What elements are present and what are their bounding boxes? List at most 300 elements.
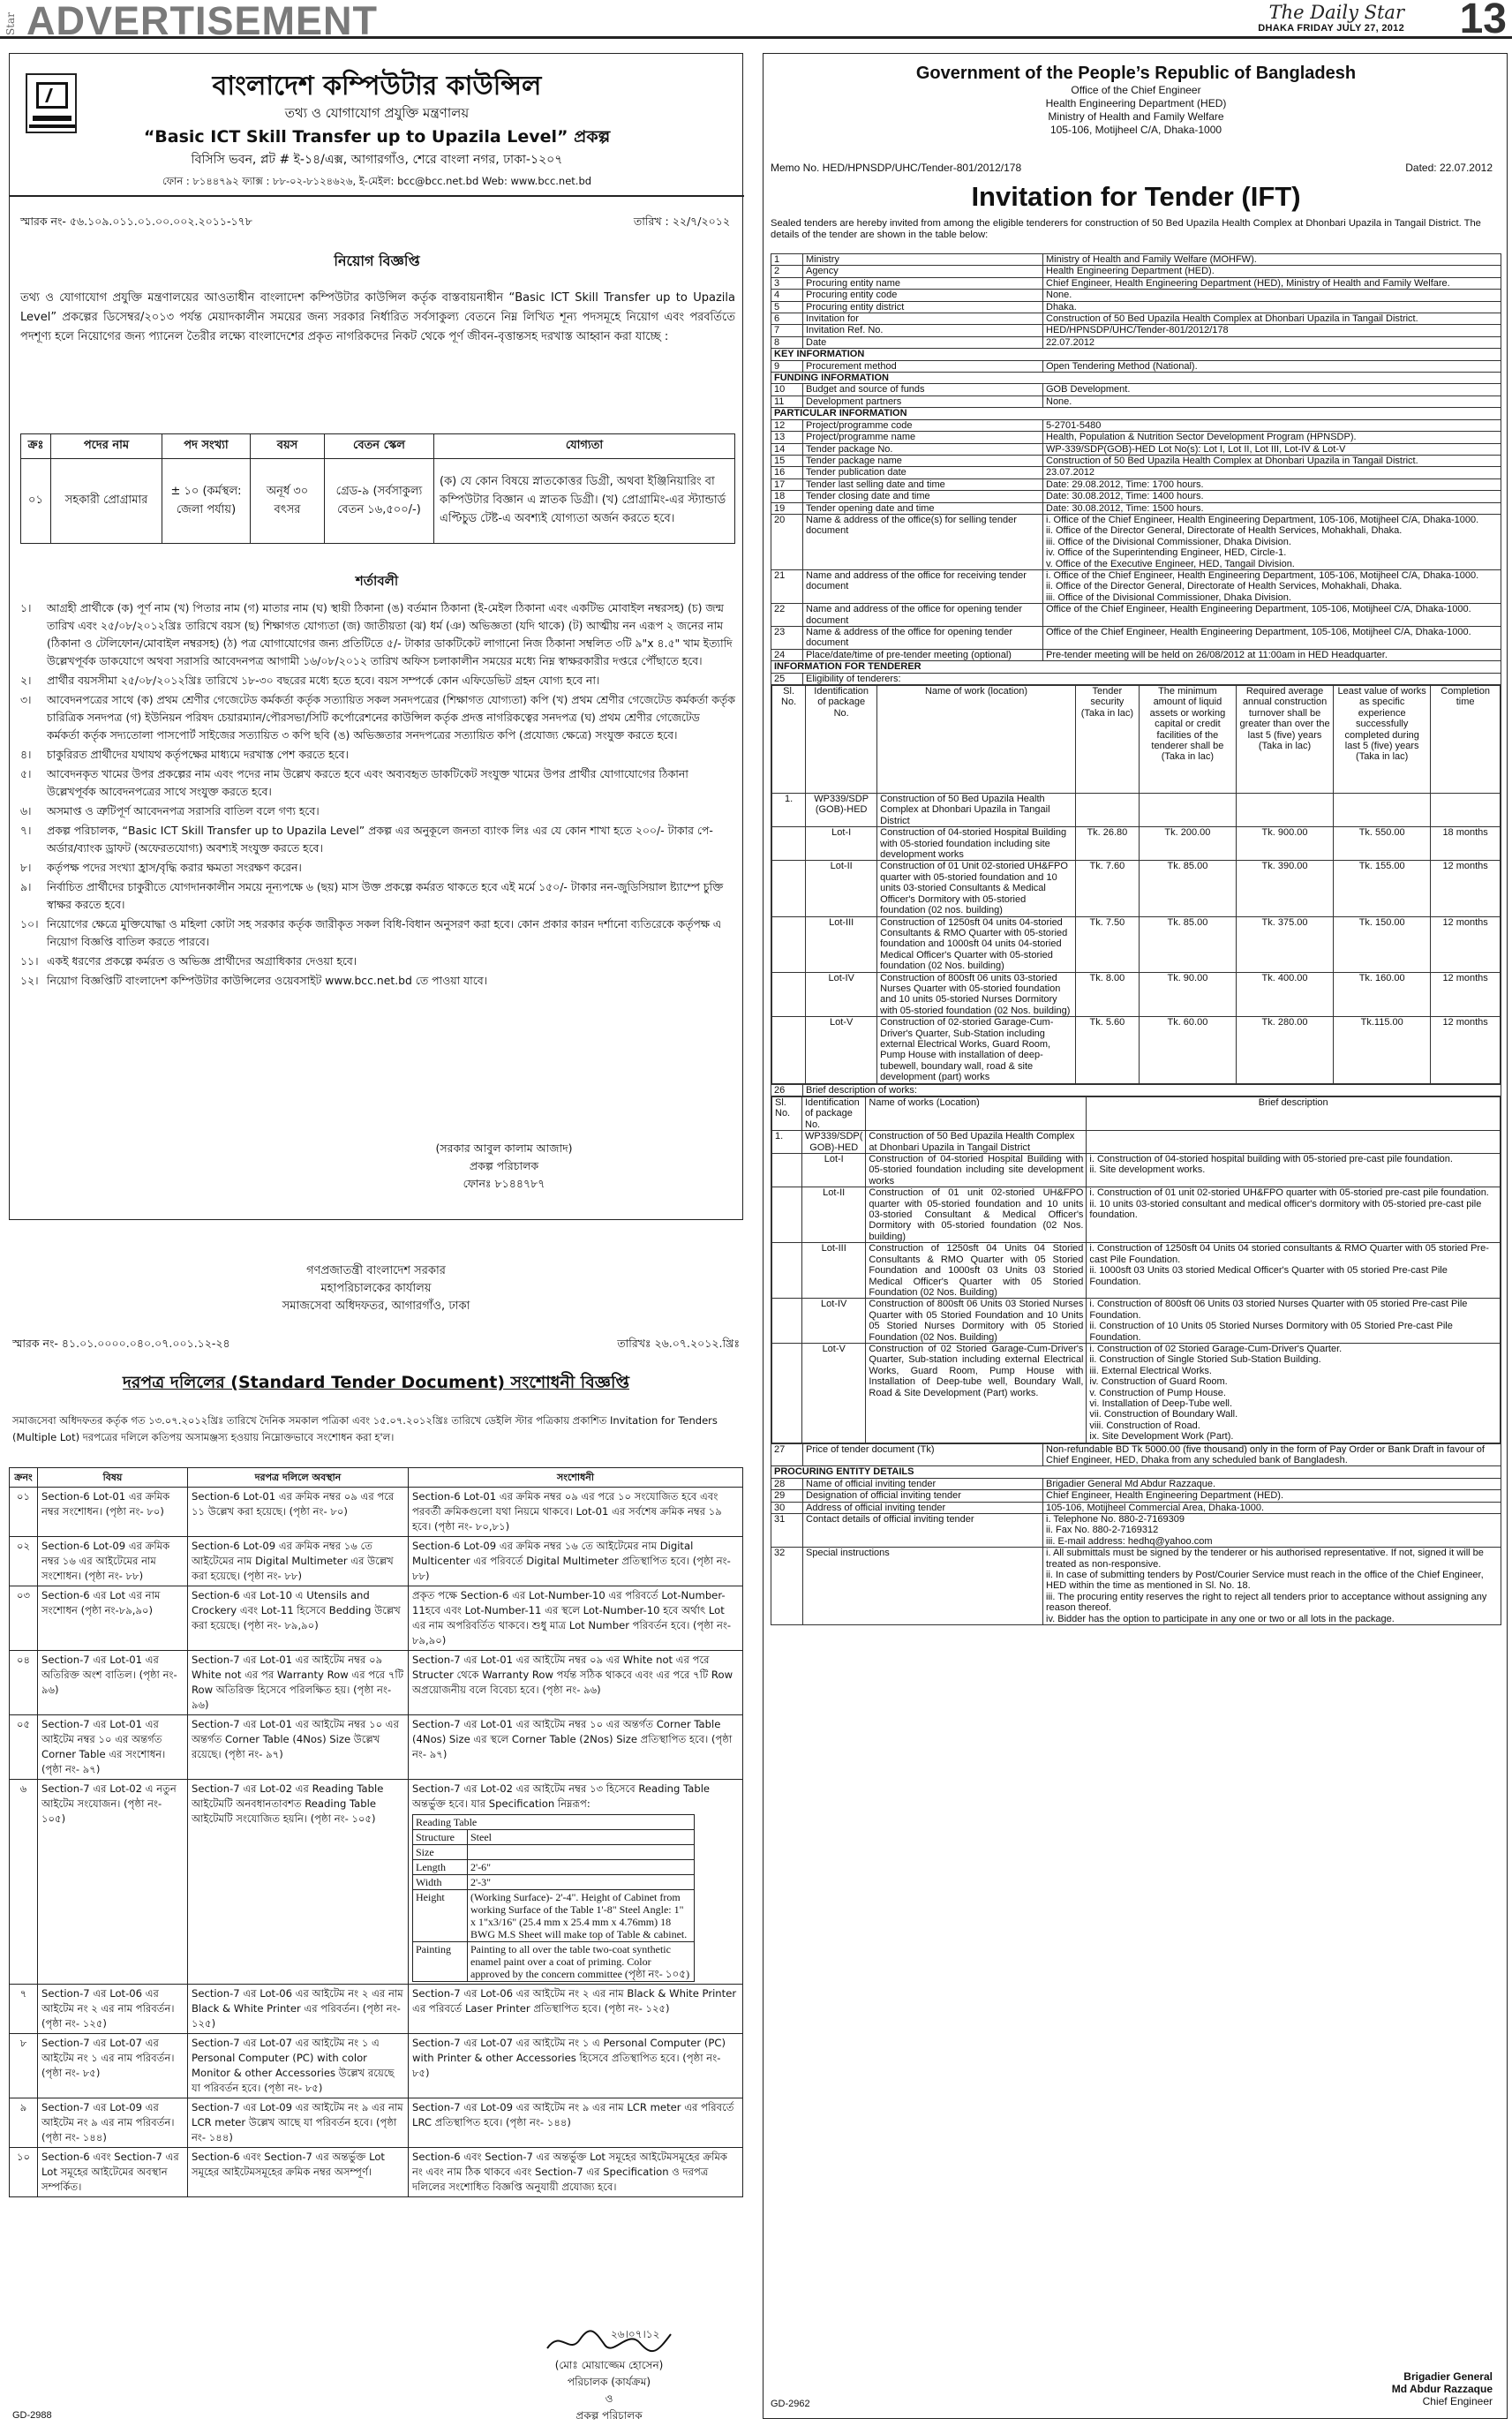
cell-age: অনূর্ধ ৩০ বৎসর <box>251 459 325 544</box>
spec-title: Reading Table <box>413 1815 695 1830</box>
spec-row <box>413 1942 695 1982</box>
cell-value: HED/HPNSDP/UHC/Tender-801/2012/178 <box>1043 325 1501 336</box>
memo-no: স্মারক নং- ৪১.০১.০০০০.০৪০.০৭.০০১.১২-২৪ <box>12 1337 230 1350</box>
lot-row <box>772 1154 1501 1187</box>
condition-item <box>20 878 735 914</box>
cell-lot: Lot-IV <box>802 1299 866 1344</box>
empty-cell <box>1139 794 1236 827</box>
cell-experience: Tk. 150.00 <box>1334 916 1431 972</box>
table-row <box>771 627 1501 650</box>
cell-label: Contact details of official inviting tender <box>803 1514 1043 1548</box>
description-line: i. Construction of 02 Storied Garage-Cum-Driver's Quarter. <box>1089 1343 1343 1354</box>
cell-sl: ০১ <box>21 459 51 544</box>
cell-sl: 9 <box>771 360 803 372</box>
table-row <box>771 1490 1501 1502</box>
spec-value: Steel <box>468 1830 695 1845</box>
cell-label: Procuring entity name <box>803 277 1043 289</box>
cell-label: Procuring entity district <box>803 301 1043 313</box>
cell-value: None. <box>1043 290 1501 301</box>
package-row <box>772 1131 1501 1154</box>
list-line: v. Office of the Executive Engineer, HED, Tangail Division. <box>1046 558 1295 569</box>
cell-label: Name & address of the office for opening tender document <box>803 627 1043 650</box>
cell-label: Agency <box>803 266 1043 277</box>
cell-value <box>1043 1514 1501 1548</box>
cell-label: Ministry <box>803 254 1043 266</box>
spec-value: (Working Surface)- 2'-4". Height of Cabinet from working Surface of the Table 1'-8" Steel Angle: 1" x 1"x3/16" (25.4 mm x 25.4 mm x 4.76mm) 18 BWG M.S Sheet will make top of Table & cabinet. <box>468 1890 695 1942</box>
cell-value: Health Engineering Department (HED). <box>1043 266 1501 277</box>
cell-security: Tk. 5.60 <box>1075 1017 1139 1083</box>
cell-work: Construction of 1250sft 04 units 04-storied Consultants & RMO Quarter with 05-storied foundation and 1000sft 04 units 04-storied Medical Officer's Quarter with 05-storied foundation (02 Nos. building) <box>877 916 1076 972</box>
table-row <box>771 419 1501 431</box>
spec-key: Height <box>413 1890 468 1942</box>
cell-description <box>1087 1343 1501 1443</box>
eligibility-table <box>771 685 1501 1084</box>
cell-sl: 22 <box>771 604 803 627</box>
cell-subject: Section-6 Lot-01 এর ক্রমিক নম্বর সংশোধন। (পৃষ্ঠা নং- ৮০) <box>38 1488 188 1537</box>
spec-value: Painting to all over the table two-coat synthetic enamel paint over a coat of priming. Color approved by the concern committee (পৃষ্ঠা নং- ১০৫) <box>468 1942 695 1982</box>
col-header: Required average annual construction turnover shall be greater than over the last 5 (five) years (Taka in lac) <box>1236 686 1333 794</box>
conditions-heading: শর্তাবলী <box>355 573 399 589</box>
cell-location: Section-6 এর Lot-10 এ Utensils and Crockery এবং Lot-11 হিসেবে Bedding উল্লেখ করা হয়েছে। (পৃষ্ঠা নং- ৮৯,৯০) <box>188 1586 409 1651</box>
signer-name: Md Abdur Razzaque <box>1391 2383 1493 2395</box>
description-line: ii. Site development works. <box>1089 1164 1206 1176</box>
condition-item <box>20 953 735 970</box>
cell-value: Date: 30.08.2012, Time: 1400 hours. <box>1043 491 1501 502</box>
cell-label: Project/programme code <box>803 419 1043 431</box>
cell-lot: Lot-II <box>806 861 877 916</box>
section-heading: FUNDING INFORMATION <box>771 373 1501 384</box>
table-row <box>771 254 1501 266</box>
description-line: i. Construction of 01 unit 02-storied UH&FPO quarter with 05-storied pre-cast pile foundation. <box>1089 1187 1489 1199</box>
cell-correction <box>409 2034 743 2098</box>
cell-sl: 25 <box>771 673 803 684</box>
correction-text: Section-6 এবং Section-7 এর অন্তর্ভুক্ত Lot সমূহের আইটেমসমূহের ক্রমিক নং এবং নাম ঠিক থাকবে এবং Section-7 এর Specification ও দরপত্র দলিলের সংশোধিত বিজ্ঞপ্তি অনুযায়ী প্রযোজ্য হবে। <box>412 2151 728 2193</box>
memo-date: Dated: 22.07.2012 <box>1405 162 1493 174</box>
vacancy-table <box>20 433 735 544</box>
project-name: “Basic ICT Skill Transfer up to Upazila Level” প্রকল্প <box>143 127 611 147</box>
cell-no: ০৪ <box>10 1651 38 1715</box>
cell-sl: 24 <box>771 649 803 660</box>
header-row <box>772 686 1501 794</box>
dept-name: সমাজসেবা অধিদফতর, আগারগাঁও, ঢাকা <box>282 1300 470 1313</box>
description-line: iii. External Electrical Works. <box>1089 1365 1212 1376</box>
cell-security: Tk. 7.60 <box>1075 861 1139 916</box>
cell-work: Construction of 01 Unit 02-storied UH&FPO quarter with 05-storied foundation and 10 units 03-storied Consultants & Medical Officer's Dormitory with 05-storied foundation (02 nos. building) <box>877 861 1076 916</box>
lot-row <box>772 1243 1501 1299</box>
cell-sl: 8 <box>771 336 803 348</box>
memo-no: Memo No. HED/HPNSDP/UHC/Tender-801/2012/178 <box>771 162 1022 174</box>
cell-location: Section-7 এর Lot-09 এর আইটেম নং ৯ এর নাম LCR meter উল্লেখ আছে যা পরিবর্তন হবে। (পৃষ্ঠা নং- ১৪৪) <box>188 2098 409 2148</box>
col-header: ক্রনং <box>10 1468 38 1488</box>
col-header: বিষয় <box>38 1468 188 1488</box>
cell-sl: 4 <box>771 290 803 301</box>
condition-item <box>20 822 735 857</box>
signer-title: প্রকল্প পরিচালক <box>469 1159 539 1172</box>
cell-sl: 31 <box>771 1514 803 1548</box>
table-row <box>771 325 1501 336</box>
cell-qualification: (ক) যে কোন বিষয়ে স্নাতকোত্তর ডিগ্রী, অথবা ইঞ্জিনিয়ারিং বা কম্পিউটার বিজ্ঞান এ স্নাতক ডিগ্রী। (খ) প্রোগ্রামিং-এর স্ট্যান্ডার্ড এপ্টিচুড টেষ্ট-এ অবশ্যই যোগ্যতা অর্জন করতে হবে। <box>434 459 735 544</box>
cell-subject: Section-6 এর Lot এর নাম সংশোধন (পৃষ্ঠা নং-৮৯,৯০) <box>38 1586 188 1651</box>
lot-row <box>772 827 1501 861</box>
bcc-recruitment-ad <box>9 53 743 1220</box>
col-header: Name of work (location) <box>877 686 1076 794</box>
cell-label: Tender publication date <box>803 467 1043 478</box>
col-header: The minimum amount of liquid assets or working capital or credit facilities of the tenderer shall be (Taka in lac) <box>1139 686 1236 794</box>
empty-cell <box>772 1017 806 1083</box>
cell-subject: Section-7 এর Lot-06 এর আইটেম নং ২ এর নাম পরিবর্তন। (পৃষ্ঠা নং- ১২৫) <box>38 1985 188 2034</box>
condition-text: আবেদনকৃত খামের উপর প্রকল্পের নাম এবং পদের নাম উল্লেখ করতে হবে এবং অব্যবহৃত ডাকটিকেট সংযুক্ত খামের উপর প্রার্থীর যোগাযোগের ঠিকানা উল্লেখপূর্বক আবেদনপত্রের সাথে সংযুক্ত করতে হবে। <box>47 767 688 798</box>
cell-label: Tender opening date and time <box>803 502 1043 514</box>
description-line: iv. Construction of Guard Room. <box>1089 1376 1228 1388</box>
cell-sl: 18 <box>771 491 803 502</box>
condition-item <box>20 972 735 990</box>
table-row <box>771 384 1501 396</box>
list-line: i. Office of the Chief Engineer, Health Engineering Department, 105-106, Motijheel C/A, Dhaka-1000. <box>1046 569 1479 581</box>
col-header: Identification of package No. <box>806 686 877 794</box>
cell-sl: 26 <box>771 1084 803 1096</box>
table-row <box>771 1514 1501 1548</box>
cell-sl: 32 <box>771 1548 803 1625</box>
empty-cell <box>772 972 806 1017</box>
cell-label: Budget and source of funds <box>803 384 1043 396</box>
cell-label: Name and address of the office for receiving tender document <box>803 569 1043 603</box>
corrigendum-table <box>9 1467 743 2197</box>
table-row <box>771 685 1501 1085</box>
col-header: Sl. No. <box>772 1097 802 1131</box>
cell-work: Construction of 02-storied Garage-Cum-Driver's Quarter, Sub-Station including external Electrical Works, Guard Room, Pump House with installation of deep-tubewell, boundary wall, road & site development (part) works <box>877 1017 1076 1083</box>
ministry-name: Ministry of Health and Family Welfare <box>1048 110 1224 123</box>
cell-time: 18 months <box>1431 827 1501 861</box>
gd-number: GD-2962 <box>771 2399 810 2409</box>
description-line: vi. Installation of Deep-Tube well. <box>1089 1398 1233 1409</box>
cell-subject: Section-7 এর Lot-02 এ নতুন আইটেম সংযোজন। (পৃষ্ঠা নং- ১০৫) <box>38 1780 188 1985</box>
cell-sl: 15 <box>771 455 803 466</box>
dss-corrigendum-ad <box>9 1262 743 2426</box>
section-heading: PROCURING ENTITY DETAILS <box>771 1466 1501 1478</box>
condition-text: প্রার্থীর বয়সসীমা ২৫/০৮/২০১২খ্রিঃ তারিখে ১৮-৩০ বছরের মধ্যে হতে হবে। বয়স সম্পর্কে কোন এফিডেভিট গ্রহন যোগ্য হবে না। <box>47 674 600 687</box>
cell-no: ০৩ <box>10 1586 38 1651</box>
cell-sl: 21 <box>771 569 803 603</box>
table-row <box>771 1443 1501 1466</box>
condition-item <box>20 746 735 764</box>
cell-package: WP339/SDP( GOB)-HED <box>802 1131 866 1154</box>
memo-date: তারিখঃ ২৬.০৭.২০১২.খ্রিঃ <box>617 1337 740 1350</box>
section-row <box>771 1466 1501 1478</box>
cell-label: Development partners <box>803 396 1043 407</box>
condition-text: চাকুরিরত প্রার্থীদের যথাযথ কর্তৃপক্ষের মাধ্যমে দরখাস্ত পেশ করতে হবে। <box>47 748 349 761</box>
cell-label: Invitation for <box>803 313 1043 325</box>
cell-sl: 28 <box>771 1478 803 1489</box>
cell-label: Tender last selling date and time <box>803 478 1043 490</box>
cell-value: Health, Population & Nutrition Sector Development Program (HPNSDP). <box>1043 432 1501 443</box>
cell-correction <box>409 1715 743 1780</box>
ministry-name: তথ্য ও যোগাযোগ প্রযুক্তি মন্ত্রণালয় <box>284 105 470 121</box>
cell-value: None. <box>1043 396 1501 407</box>
cell-sl: 12 <box>771 419 803 431</box>
signature-block <box>1392 2370 1493 2407</box>
col-header: বেতন স্কেল <box>325 434 434 459</box>
cell-value: Non-refundable BD Tk 5000.00 (five thousand) only in the form of Pay Order or Bank Draft in favour of Chief Engineer, HED, Dhaka from any scheduled bank of Bangladesh. <box>1043 1443 1501 1466</box>
col-header: সংশোধনী <box>409 1468 743 1488</box>
cell-value: Date: 29.08.2012, Time: 1700 hours. <box>1043 478 1501 490</box>
tender-intro: Sealed tenders are hereby invited from among the eligible tenderers for construction of 50 Bed Upazila Health Complex at Dhonbari Upazila in Tangail District. The details of the tender are shown in the table below: <box>771 218 1481 240</box>
cell-subject: Section-6 Lot-09 এর ক্রমিক নম্বর ১৬ এর আইটেমের নাম সংশোধন। (পৃষ্ঠা নং- ৮৮) <box>38 1537 188 1586</box>
cell-location: Section-7 এর Lot-02 এর Reading Table আইটেমটি অনবধানতাবশত Reading Table আইটেমটি সংযোজিত হয়নি। (পৃষ্ঠা নং- ১০৫) <box>188 1780 409 1985</box>
table-row <box>10 1537 743 1586</box>
condition-item <box>20 599 735 670</box>
cell-work: Construction of 04-storied Hospital Building with 05-storied foundation including site development works <box>877 827 1076 861</box>
cell-correction <box>409 1488 743 1537</box>
divider <box>10 195 744 197</box>
cell-experience: Tk.115.00 <box>1334 1017 1431 1083</box>
correction-text: Section-7 এর Lot-02 এর আইটেম নম্বর ১৩ হিসেবে Reading Table অন্তর্ভুক্ত হবে। যার Specification নিম্নরূপ: <box>412 1782 711 1810</box>
cell-sl: 30 <box>771 1502 803 1513</box>
cell-correction <box>409 1985 743 2034</box>
condition-text: অসমাপ্ত ও ত্রুটিপূর্ণ আবেদনপত্র সরাসরি বাতিল বলে গণ্য হবে। <box>47 804 320 817</box>
table-row <box>771 467 1501 478</box>
description-line: ii. 10 units 03-storied consultant and medical officer's dormitory with 05-storied pre-cast pile foundation. <box>1089 1198 1482 1221</box>
description-line: i. Construction of 800sft 06 Units 03 storied Nurses Quarter with 05 storied Pre-cast Pile Foundation. <box>1089 1299 1468 1321</box>
condition-item <box>20 765 735 801</box>
table-row <box>771 569 1501 603</box>
cell-label: Price of tender document (Tk) <box>803 1443 1043 1466</box>
col-header: Least value of works as specific experience successfully completed during last 5 (five) years (Taka in lac) <box>1334 686 1431 794</box>
cell-turnover: Tk. 375.00 <box>1236 916 1333 972</box>
cell-sl: 10 <box>771 384 803 396</box>
cell-work: Construction of 50 Bed Upazila Health Complex at Dhonbari Upazila in Tangail District <box>866 1131 1087 1154</box>
cell-post: সহকারী প্রোগ্রামার <box>51 459 162 544</box>
col-header: Identification of package No. <box>802 1097 866 1131</box>
cell-turnover: Tk. 400.00 <box>1236 972 1333 1017</box>
table-row <box>771 649 1501 660</box>
cell-security: Tk. 8.00 <box>1075 972 1139 1017</box>
memo-date: তারিখ : ২২/৭/২০১২ <box>633 215 730 228</box>
list-line: iii. Office of the Divisional Commissioner, Dhaka Division. <box>1046 591 1291 603</box>
empty-cell <box>772 1187 802 1243</box>
correction-text: প্রকৃত পক্ষে Section-6 এর Lot-Number-10 এর পরিবর্তে Lot-Number-11হবে এবং Lot-Number-11 এর স্থলে Lot-Number-10 হবে অর্থাৎ Lot এর নাম অপরিবর্তিত থাকবে। শুধু মাত্র Lot Number পরিবর্তন হবে। (পৃষ্ঠা নং- ৮৯,৯০) <box>412 1589 732 1646</box>
spec-key: Length <box>413 1860 468 1875</box>
section-heading: PARTICULAR INFORMATION <box>771 408 1501 419</box>
gd-number: GD-2988 <box>12 2410 52 2421</box>
cell-sl: 1. <box>772 794 806 827</box>
cell-time: 12 months <box>1431 916 1501 972</box>
cell-work: Construction of 01 unit 02-storied UH&FPO quarter with 05-storied foundation and 10 units 03-storied Consultant & Medical Officer's Dormitory with 05-storied foundation (02 Nos. building) <box>866 1187 1087 1243</box>
table-row <box>771 336 1501 348</box>
col-header: Completion time <box>1431 686 1501 794</box>
cell-description <box>1087 1154 1501 1187</box>
cell-value: Office of the Chief Engineer, Health Engineering Department, 105-106, Motijheel C/A, Dhaka-1000. <box>1043 627 1501 650</box>
cell-work: Construction of 02 Storied Garage-Cum-Driver's Quarter, Sub-station including external Electrical Works, Guard Room, Pump House with Installation of Deep-tube well, Boundary Wall, Road & Site Development (Part) works. <box>866 1343 1087 1443</box>
table-row <box>771 1096 1501 1444</box>
cell-sl: 1. <box>772 1131 802 1154</box>
cell-value: Chief Engineer, Health Engineering Department (HED), Ministry of Health and Family Welfare. <box>1043 277 1501 289</box>
correction-text: Section-6 Lot-09 এর ক্রমিক নম্বর ১৬ তে আইটেমের নাম Digital Multicenter এর পরিবর্তে Digital Multimeter প্রতিস্থাপিত হবে। (পৃষ্ঠা নং- ৮৮) <box>412 1540 731 1582</box>
cell-turnover: Tk. 280.00 <box>1236 1017 1333 1083</box>
table-row <box>771 514 1501 569</box>
header-row <box>772 1097 1501 1131</box>
signature-block <box>407 1140 601 1193</box>
cell-experience: Tk. 155.00 <box>1334 861 1431 916</box>
cell-correction <box>409 2098 743 2148</box>
cell-value: Dhaka. <box>1043 301 1501 313</box>
lot-row <box>772 972 1501 1017</box>
condition-item <box>20 859 735 877</box>
cell-label: Name & address of the office(s) for selling tender document <box>803 514 1043 569</box>
cell-sl: 14 <box>771 443 803 455</box>
table-row <box>771 478 1501 490</box>
signer-name: (মোঃ মোয়াজ্জেম হোসেন) <box>554 2359 664 2371</box>
table-row <box>771 301 1501 313</box>
description-line: ii. Construction of 10 Units 05 Storied Nurses Dormitory with 05 Storied Pre-cast Pile Foundation. <box>1089 1321 1453 1343</box>
condition-number: ২। <box>20 674 32 687</box>
table-row <box>10 1651 743 1715</box>
conditions-list <box>20 599 735 991</box>
description-line: i. Construction of 1250sft 04 Units 04 storied consultants & RMO Quarter with 05 storied Pre-cast Pile Foundation. <box>1089 1243 1489 1265</box>
cell-sl: 5 <box>771 301 803 313</box>
cell-label: Place/date/time of pre-tender meeting (optional) <box>803 649 1043 660</box>
cell-no: ৮ <box>10 2034 38 2098</box>
cell-liquid: Tk. 85.00 <box>1139 916 1236 972</box>
cell-work: Construction of 1250sft 04 Units 04 Storied Consultants & RMO Quarter with 05 Storied Foundation and 1000sft 03 Units 03 Storied Medical Officer's Quarter with 05 Storied Foundation (02 Nos. Building) <box>866 1243 1087 1299</box>
spec-key: Structure <box>413 1830 468 1845</box>
cell-label: Date <box>803 336 1043 348</box>
condition-text: একই ধরণের প্রকল্পে কর্মরত ও অভিজ্ঞ প্রার্থীদের অগ্রাধিকার দেওয়া হবে। <box>47 954 357 968</box>
table-row <box>10 1985 743 2034</box>
cell-liquid: Tk. 200.00 <box>1139 827 1236 861</box>
cell-label: Procurement method <box>803 360 1043 372</box>
correction-text: Section-7 এর Lot-07 এর আইটেম নং ১ এ Personal Computer (PC) with Printer & other Accessories হিসেবে প্রতিস্থাপিত হবে। (পৃষ্ঠা নং- ৮৫) <box>412 2037 726 2079</box>
cell-time: 12 months <box>1431 861 1501 916</box>
dept-name: Health Engineering Department (HED) <box>1045 97 1227 109</box>
cell-label: Special instructions <box>803 1548 1043 1625</box>
col-header: Tender security (Taka in lac) <box>1075 686 1139 794</box>
condition-number: ৮। <box>20 861 32 874</box>
office-name: মহাপরিচালকের কার্যালয় <box>320 1282 432 1295</box>
cell-label: Invitation Ref. No. <box>803 325 1043 336</box>
condition-text: কর্তৃপক্ষ পদের সংখ্যা হ্রাস/বৃদ্ধি করার ক্ষমতা সংরক্ষণ করেন। <box>47 861 302 874</box>
col-header: পদের নাম <box>51 434 162 459</box>
cell-value: GOB Development. <box>1043 384 1501 396</box>
table-row <box>771 277 1501 289</box>
cell-turnover: Tk. 900.00 <box>1236 827 1333 861</box>
cell-description <box>1087 1243 1501 1299</box>
empty-cell <box>772 916 806 972</box>
cell-liquid: Tk. 85.00 <box>1139 861 1236 916</box>
list-line: ii. Fax No. 880-2-7169312 <box>1046 1525 1159 1536</box>
spec-key: Painting <box>413 1942 468 1982</box>
condition-item <box>20 915 735 951</box>
org-name: বাংলাদেশ কম্পিউটার কাউন্সিল <box>212 71 542 102</box>
cell-value: Construction of 50 Bed Upazila Health Complex at Dhonbari Upazila in Tangail District. <box>1043 313 1501 325</box>
correction-text: Section-7 এর Lot-01 এর আইটেম নম্বর ১০ এর অন্তর্গত Corner Table (4Nos) Size এর স্থলে Corner Table (2Nos) Size প্রতিস্থাপিত হবে। (পৃষ্ঠা নং- ৯৭) <box>412 1718 733 1760</box>
cell-value <box>1043 569 1501 603</box>
cell-subject: Section-7 এর Lot-07 এর আইটেম নং ১ এর নাম পরিবর্তন। (পৃষ্ঠা নং- ৮৫) <box>38 2034 188 2098</box>
signer-title: পরিচালক (কার্যক্রম) <box>567 2376 651 2388</box>
cell-sl: 1 <box>771 254 803 266</box>
correction-text: Section-7 এর Lot-06 এর আইটেম নং ২ এর নাম Black & White Printer এর পরিবর্তে Laser Printer প্রতিস্থাপিত হবে। (পৃষ্ঠা নং- ১২৫) <box>412 1987 737 2015</box>
table-row <box>771 443 1501 455</box>
table-row <box>10 2034 743 2098</box>
list-line: ii. In case of submitting tenders by Post/Courier Service must reach in the office of the Chief Engineer, HED within the time as mentioned in Sl. No. 18. <box>1046 1570 1484 1592</box>
cell-value: 23.07.2012 <box>1043 467 1501 478</box>
notice-heading: নিয়োগ বিজ্ঞপ্তি <box>334 252 420 269</box>
list-line: ii. Office of the Director General, Directorate of Health Services, Mohakhali, Dhaka. <box>1046 581 1403 592</box>
table-row <box>10 2098 743 2148</box>
cell-value: Construction of 50 Bed Upazila Health Complex at Dhonbari Upazila in Tangail District. <box>1043 455 1501 466</box>
empty-cell <box>1431 794 1501 827</box>
list-line: i. Office of the Chief Engineer, Health Engineering Department, 105-106, Motijheel C/A, Dhaka-1000. <box>1046 514 1479 525</box>
cell-no: ৭ <box>10 1985 38 2034</box>
lot-row <box>772 1017 1501 1083</box>
tender-details-table <box>771 253 1501 1625</box>
cell-lot: Lot-I <box>802 1154 866 1187</box>
cell-sl: 27 <box>771 1443 803 1466</box>
condition-item <box>20 672 735 689</box>
table-row <box>771 313 1501 325</box>
cell-package: WP339/SDP (GOB)-HED <box>806 794 877 827</box>
cell-work: Construction of 04-storied Hospital Building with 05-storied foundation including site development works <box>866 1154 1087 1187</box>
table-row <box>771 1084 1501 1096</box>
description-line: viii. Construction of Road. <box>1089 1420 1200 1431</box>
newspaper-name: The Daily Star <box>1268 2 1404 23</box>
brief-cell <box>771 1096 1501 1444</box>
cell-location: Section-7 এর Lot-06 এর আইটেম নং ২ এর নাম Black & White Printer এর পরিবর্তন। (পৃষ্ঠা নং- ১২৫) <box>188 1985 409 2034</box>
empty-cell <box>772 1154 802 1187</box>
cell-value: 22.07.2012 <box>1043 336 1501 348</box>
cell-subject: Section-7 এর Lot-01 এর আইটেম নম্বর ১০ এর অন্তর্গত Corner Table এর সংশোধন। (পৃষ্ঠা নং- ৯৭) <box>38 1715 188 1780</box>
empty-cell <box>1075 794 1139 827</box>
dateline: DHAKA FRIDAY JULY 27, 2012 <box>1258 23 1404 34</box>
masthead <box>0 0 1512 43</box>
signer-title2: প্রকল্প পরিচালক <box>575 2409 643 2422</box>
description-line: vii. Construction of Boundary Wall. <box>1089 1409 1238 1420</box>
cell-liquid: Tk. 90.00 <box>1139 972 1236 1017</box>
cell-work: Construction of 800sft 06 Units 03 Storied Nurses Quarter with 05 Storied Foundation and 10 Units 05 Storied Nurses Dormitory with 05 Storied Foundation (02 Nos. Building) <box>866 1299 1087 1344</box>
spec-key: Size <box>413 1845 468 1860</box>
cell-label: Eligibility of tenderers: <box>803 673 1501 684</box>
cell-description <box>1087 1187 1501 1243</box>
notice-intro: তথ্য ও যোগাযোগ প্রযুক্তি মন্ত্রণালয়ের আওতাধীন বাংলাদেশ কম্পিউটার কাউন্সিল কর্তৃক বাস্তবায়নাধীন “Basic ICT Skill Transfer up to Upazila Level” প্রকল্পের ডিসেম্বর/২০১৩ পর্যন্ত মেয়াদকালীন সময়ের জন্য সরকার নির্ধারিত সর্বসাকুল্য বেতনে নিম্ন লিখিত শূন্য পদসমূহে নিয়োগ এবং পরবর্তিতে পদশূণ্য হলে নিয়োগের জন্য প্যানেল তৈরীর লক্ষ্যে বাংলাদেশের প্রকৃত নাগরিকদের নিকট থেকে পূর্ণ জীবন-বৃত্তান্তসহ দরখাস্ত আহ্বান করা যাচ্ছে : <box>20 291 736 343</box>
hed-tender-ad <box>763 53 1508 2419</box>
spec-row <box>413 1845 695 1860</box>
lot-row <box>772 1343 1501 1443</box>
empty-cell <box>772 861 806 916</box>
spec-row <box>413 1890 695 1942</box>
signature-block <box>503 2357 715 2424</box>
table-row <box>771 1478 1501 1489</box>
cell-value: Office of the Chief Engineer, Health Engineering Department, 105-106, Motijheel C/A, Dhaka-1000. <box>1043 604 1501 627</box>
list-line: iv. Office of the Superintending Engineer, HED, Circle-1. <box>1046 547 1287 559</box>
spec-value <box>468 1845 695 1860</box>
spec-value: 2'-6" <box>468 1860 695 1875</box>
list-line: i. Telephone No. 880-2-7169309 <box>1046 1514 1185 1526</box>
cell-label: Designation of official inviting tender <box>803 1490 1043 1502</box>
signature-date: ২৬।০৭।১২ <box>611 2328 660 2340</box>
lot-row <box>772 1299 1501 1344</box>
package-row <box>772 794 1501 827</box>
cell-scale: গ্রেড-৯ (সর্বসাকুল্য বেতন ১৬,৫০০/-) <box>325 459 434 544</box>
table-row <box>10 1780 743 1985</box>
cell-label: Name of official inviting tender <box>803 1478 1043 1489</box>
col-header: বয়স <box>251 434 325 459</box>
cell-location: Section-7 এর Lot-01 এর আইটেম নম্বর ১০ এর অন্তর্গত Corner Table (4Nos) Size উল্লেখ রয়েছে। (পৃষ্ঠা নং- ৯৭) <box>188 1715 409 1780</box>
table-row <box>10 1586 743 1651</box>
table-row <box>771 604 1501 627</box>
cell-work: Construction of 800sft 06 units 03-storied Nurses Quarter with 05-storied foundation and 10 units 05-storied Nurses Dormitory with 05-storied foundation (02 Nos. building) <box>877 972 1076 1017</box>
cell-label: Address of official inviting tender <box>803 1502 1043 1513</box>
spec-row <box>413 1875 695 1890</box>
table-row <box>10 1488 743 1537</box>
